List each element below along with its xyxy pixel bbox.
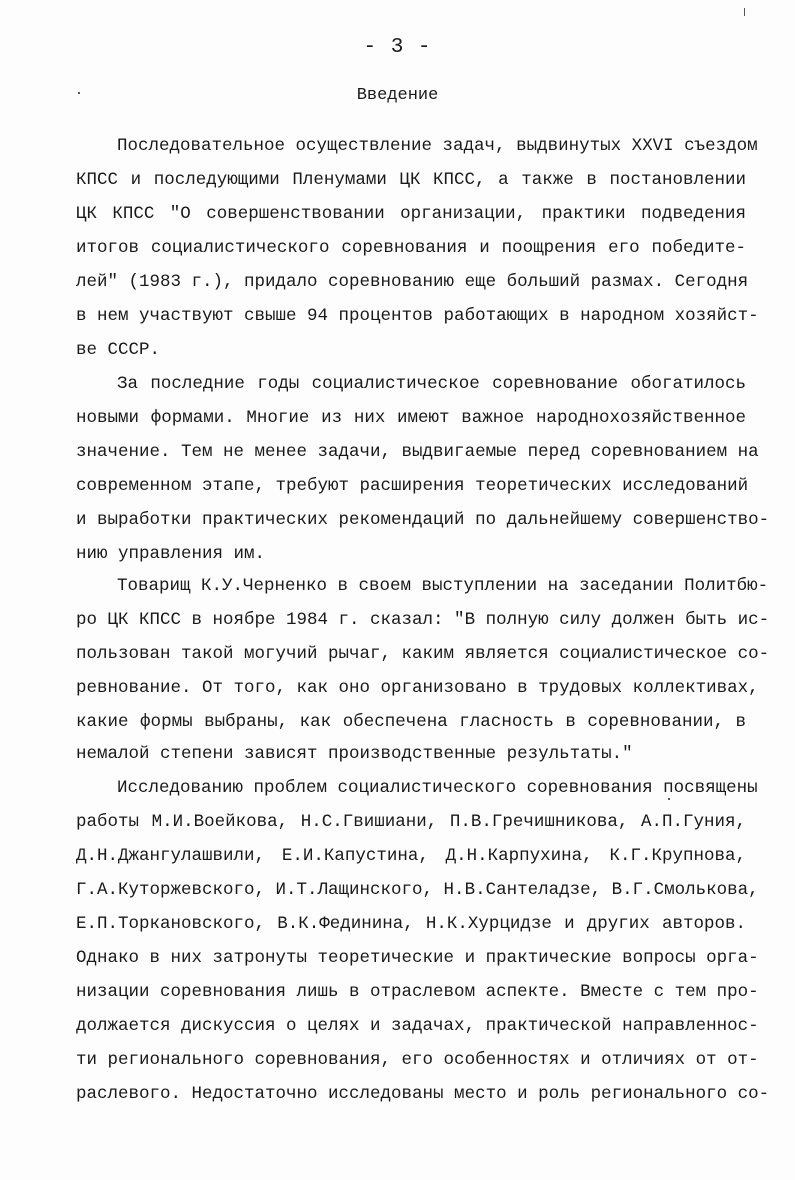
text-line: раслевого. Недостаточно исследованы место и роль регионального со-: [76, 1084, 770, 1104]
text-line: Д.Н.Джангулашвили, Е.И.Капустина, Д.Н.Карпухина, К.Г.Крупнова,: [76, 846, 746, 866]
text-line: Е.П.Торкановского, В.К.Фединина, Н.К.Хурцидзе и других авторов.: [76, 914, 746, 934]
text-line: значение. Тем не менее задачи, выдвигаемые перед соревнованием на: [76, 442, 759, 462]
text-line: итогов социалистического соревнования и поощрения его победите-: [76, 238, 746, 258]
text-line: должается дискуссия о целях и задачах, практической направленнос-: [76, 1016, 759, 1036]
section-heading: Введение: [356, 86, 439, 105]
text-line: современном этапе, требуют расширения теоретических исследований: [76, 476, 749, 496]
text-line: новыми формами. Многие из них имеют важное народнохозяйственное: [76, 408, 746, 428]
scan-mark: [744, 8, 745, 16]
text-line: КПСС и последующими Пленумами ЦК КПСС, а также в постановлении: [76, 170, 746, 190]
text-line: нию управления им.: [76, 544, 266, 564]
text-line: немалой степени зависят производственные результаты.": [76, 744, 633, 764]
text-line: За последние годы социалистическое соревнование обогатилось: [117, 374, 746, 394]
text-line: и выработки практических рекомендаций по дальнейшему совершенство-: [76, 510, 770, 530]
text-line: ти регионального соревнования, его особенностях и отличиях от от-: [76, 1050, 759, 1070]
scan-mark: [78, 92, 80, 94]
text-line: Последовательное осуществление задач, выдвинутых XXVI съездом: [117, 136, 758, 156]
text-line: работы М.И.Воейкова, Н.С.Гвишиани, П.В.Гречишникова, А.П.Гуния,: [76, 812, 746, 832]
text-line: Исследованию проблем социалистического соревнования посвящены: [117, 778, 758, 798]
text-line: в нем участвуют свыше 94 процентов работающих в народном хозяйст-: [76, 306, 759, 326]
text-line: низации соревнования лишь в отраслевом аспекте. Вместе с тем про-: [76, 982, 759, 1002]
text-line: ЦК КПСС "О совершенствовании организации, практики подведения: [76, 204, 746, 224]
text-line: ро ЦК КПСС в ноябре 1984 г. сказал: "В полную силу должен быть ис-: [76, 610, 770, 630]
text-line: ревнование. От того, как оно организовано в трудовых коллективах,: [76, 678, 759, 698]
page-number: - 3 -: [363, 36, 432, 59]
text-line: пользован такой могучий рычаг, каким является социалистическое со-: [76, 644, 770, 664]
text-line: лей" (1983 г.), придало соревнованию еще больший размах. Сегодня: [76, 272, 749, 292]
text-line: Товарищ К.У.Черненко в своем выступлении на заседании Политбю-: [117, 576, 769, 596]
scan-mark: [668, 798, 670, 800]
text-line: какие формы выбраны, как обеспечена гласность в соревновании, в: [76, 712, 746, 732]
text-line: Г.А.Куторжевского, И.Т.Лащинского, Н.В.Сантеладзе, В.Г.Смолькова,: [76, 880, 759, 900]
text-line: ве СССР.: [76, 340, 161, 360]
text-line: Однако в них затронуты теоретические и практические вопросы орга-: [76, 948, 759, 968]
